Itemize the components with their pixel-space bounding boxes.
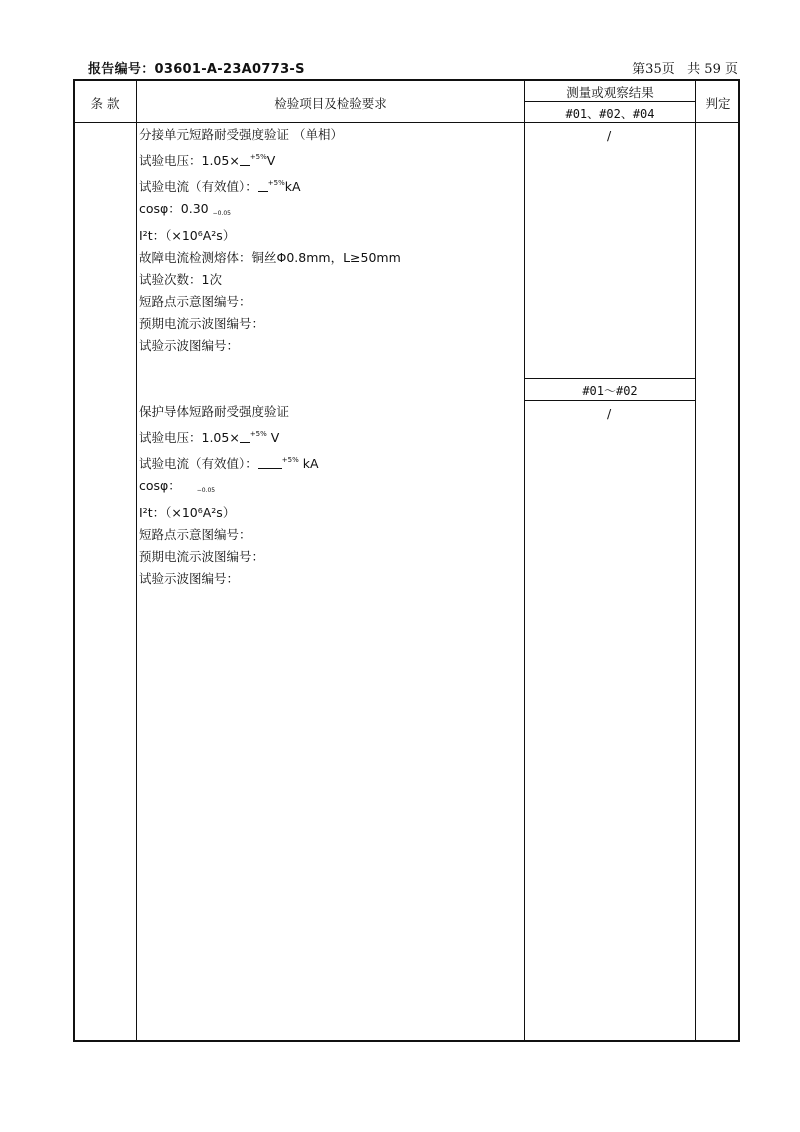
section2-short-point: 短路点示意图编号： (139, 527, 252, 542)
section1-short-point: 短路点示意图编号： (139, 294, 252, 309)
header-item: 检验项目及检验要求 (274, 96, 387, 111)
header-result: 测量或观察结果 (566, 85, 654, 100)
section2-title: 保护导体短路耐受强度验证 (139, 404, 290, 419)
section2-expected-wave: 预期电流示波图编号： (139, 549, 265, 564)
section1-result: / (607, 128, 612, 143)
section2-voltage: 试验电压：1.05× $^{+5\%}$ V (139, 430, 280, 445)
section2-top-line (524, 378, 695, 379)
header-samples: #01、#02、#04 (565, 107, 655, 121)
section2-test-wave: 试验示波图编号： (139, 571, 240, 586)
section2-sub-line (524, 400, 695, 401)
section1-current: 试验电流（有效值）： $^{+5\%}$kA (139, 179, 301, 194)
section2-result: / (607, 406, 612, 421)
section1-times: 试验次数：1次 (139, 272, 222, 287)
section2-content (139, 401, 319, 590)
divider-result (695, 79, 696, 1042)
section2-i2t: I²t：（×10⁶A²s） (139, 505, 236, 520)
section1-fuse: 故障电流检测熔体：铜丝Φ0.8mm，L≥50mm (139, 250, 401, 265)
divider-item (524, 79, 525, 1042)
section1-content (139, 124, 401, 357)
header-clause: 条 款 (90, 96, 120, 111)
section2-current: 试验电流（有效值）： $^{+5\%}$ kA (139, 456, 319, 471)
section1-test-wave: 试验示波图编号： (139, 338, 240, 353)
report-number: 报告编号：03601-A-23A0773-S (88, 62, 305, 77)
section2-cos: cosφ： $_{-0.05}$ (139, 478, 216, 494)
section1-i2t: I²t：（×10⁶A²s） (139, 228, 236, 243)
section2-samples: #01～#02 (582, 384, 638, 398)
header-bottom-line (73, 122, 740, 123)
divider-clause (136, 79, 137, 1042)
header-judgement: 判定 (705, 96, 731, 111)
section1-expected-wave: 预期电流示波图编号： (139, 316, 265, 331)
section1-cos: cosφ：0.30 $_{-0.05}$ (139, 201, 231, 217)
section1-voltage: 试验电压：1.05× $^{+5\%}$V (139, 153, 276, 168)
section1-title: 分接单元短路耐受强度验证 （单相） (139, 127, 343, 142)
page-number: 第35页 共 59 页 (632, 62, 738, 77)
header-sub-line (524, 101, 695, 102)
